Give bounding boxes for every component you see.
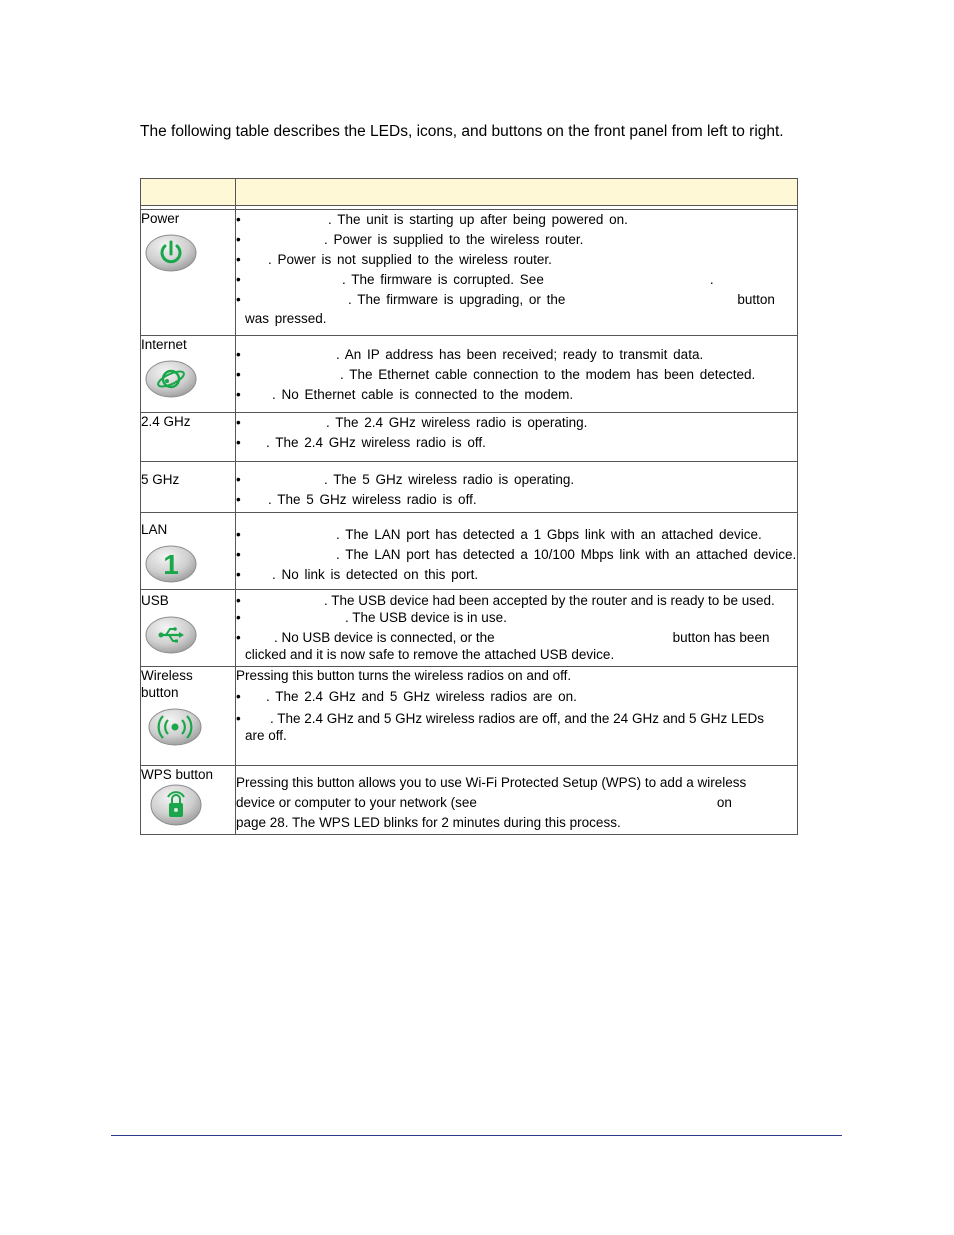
footer-rule	[111, 1135, 842, 1136]
table-header-row	[141, 179, 798, 206]
row-description-cell	[236, 336, 798, 413]
row-description-cell	[236, 462, 798, 513]
wps-text-line: Pressing this button allows you to use Wi-Fi Protected Setup (WPS) to add a wireless	[236, 775, 747, 790]
row-label: USB	[141, 593, 169, 608]
row-description-cell	[236, 413, 798, 462]
list-item: • . The 5 GHz wireless radio is operating.	[236, 472, 575, 487]
power-icon	[144, 233, 198, 273]
table-row-usb	[141, 590, 798, 667]
list-item: • . The LAN port has detected a 10/100 Mbps link with an attached device.	[236, 547, 797, 562]
internet-globe-icon	[144, 359, 198, 399]
table-row-wps-button	[141, 766, 798, 835]
table-row-2-4ghz	[141, 413, 798, 462]
header-cell-name	[141, 179, 236, 206]
row-name-cell	[141, 210, 236, 336]
row-name-cell	[141, 462, 236, 513]
wireless-button-description: Pressing this button turns the wireless radios on and off.	[236, 668, 572, 683]
list-item: • . The 2.4 GHz wireless radio is off.	[236, 435, 486, 450]
row-name-cell	[141, 336, 236, 413]
row-label: Power	[141, 211, 180, 226]
row-description-cell	[236, 513, 798, 590]
list-item: • . The 2.4 GHz and 5 GHz wireless radios are on.	[236, 689, 577, 704]
list-item: • . No Ethernet cable is connected to the modem.	[236, 387, 574, 402]
list-item: • . The USB device had been accepted by the router and is ready to be used.	[236, 593, 775, 608]
row-description-cell	[236, 766, 798, 835]
row-label: 2.4 GHz	[141, 414, 191, 429]
row-name-cell	[141, 513, 236, 590]
row-name-cell	[141, 590, 236, 667]
list-item: • . Power is supplied to the wireless router.	[236, 232, 584, 247]
row-label: Internet	[141, 337, 187, 352]
header-cell-description	[236, 179, 798, 206]
row-description-cell	[236, 667, 798, 766]
intro-paragraph: The following table describes the LEDs, icons, and buttons on the front panel from left to right.	[140, 123, 784, 140]
list-item: • . The Ethernet cable connection to the modem has been detected.	[236, 367, 756, 382]
list-item: • . The firmware is upgrading, or the button was pressed.	[236, 292, 775, 326]
list-item: • . The firmware is corrupted. See .	[236, 272, 714, 287]
row-label: 5 GHz	[141, 472, 180, 487]
list-item: • . No link is detected on this port.	[236, 567, 479, 582]
list-item: • . The LAN port has detected a 1 Gbps link with an attached device.	[236, 527, 762, 542]
list-item: • . The USB device is in use.	[236, 610, 507, 625]
table-row-5ghz	[141, 462, 798, 513]
list-item: • . The 2.4 GHz and 5 GHz wireless radios are off, and the 24 GHz and 5 GHz LEDs are off.	[236, 711, 764, 743]
row-label: WPS button	[141, 767, 214, 782]
front-panel-table	[140, 178, 798, 835]
row-name-cell	[141, 766, 236, 835]
row-label: button	[141, 685, 179, 700]
row-name-cell	[141, 413, 236, 462]
table-row-internet	[141, 336, 798, 413]
list-item: • . Power is not supplied to the wireless router.	[236, 252, 552, 267]
list-item: • . An IP address has been received; ready to transmit data.	[236, 347, 704, 362]
usb-icon	[144, 615, 198, 655]
lan-port-number: 1	[163, 549, 179, 580]
row-description-cell	[236, 210, 798, 336]
row-label: Wireless	[141, 668, 193, 683]
lan-port-1-icon	[144, 544, 198, 584]
list-item: • . No USB device is connected, or the button has been clicked and it is now safe to remove the attached USB device.	[236, 630, 770, 662]
row-description-cell	[236, 590, 798, 667]
wps-text-line: page 28. The WPS LED blinks for 2 minutes during this process.	[236, 815, 621, 830]
table-row-lan	[141, 513, 798, 590]
table-row-power	[141, 210, 798, 336]
table-row-wireless-button	[141, 667, 798, 766]
wireless-button-icon	[147, 707, 203, 747]
list-item: • . The 2.4 GHz wireless radio is operating.	[236, 415, 588, 430]
wps-text-line: device or computer to your network (see on	[236, 795, 732, 810]
row-label: LAN	[141, 522, 168, 537]
row-name-cell	[141, 667, 236, 766]
list-item: • . The 5 GHz wireless radio is off.	[236, 492, 477, 507]
wps-button-icon	[149, 783, 203, 827]
list-item: • . The unit is starting up after being powered on.	[236, 212, 628, 227]
